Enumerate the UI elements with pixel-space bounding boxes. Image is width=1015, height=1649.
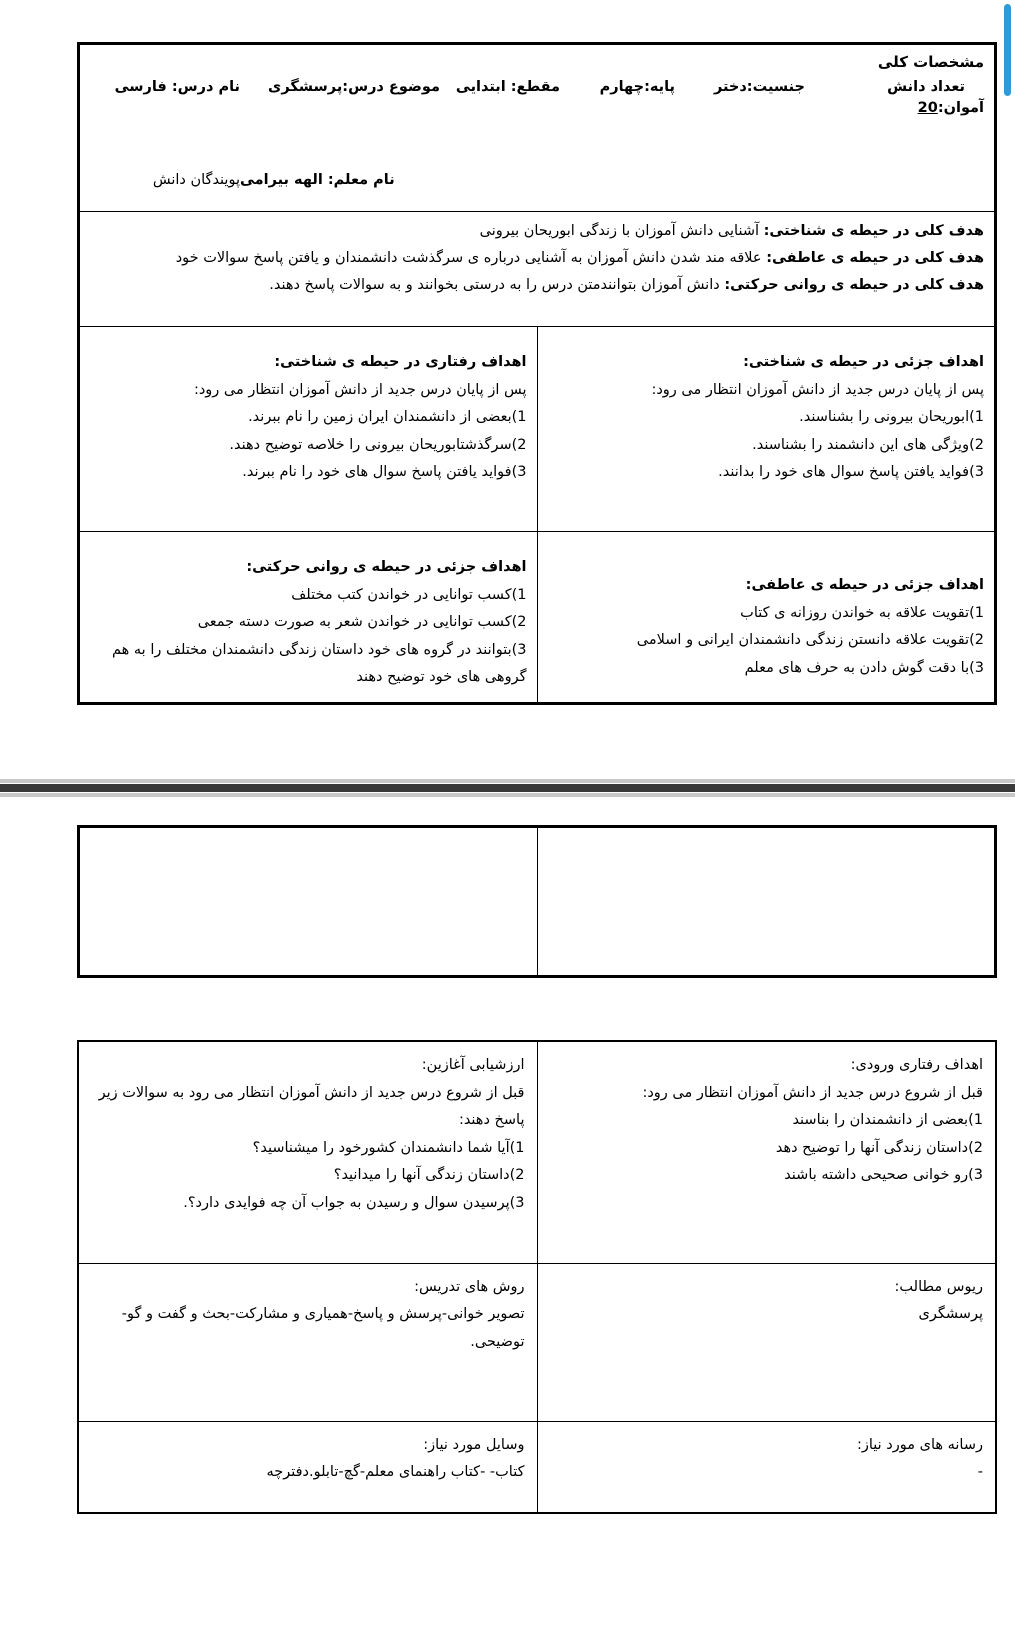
table-row [79, 212, 996, 327]
meta-row-primary [90, 76, 984, 99]
detailed-affective-title: اهداف جزئی در حیطه ی عاطفی: [745, 577, 984, 593]
general-specs-title: مشخصات کلی [877, 53, 984, 71]
equipment-needed-cell [78, 1421, 537, 1513]
page-break-separator [0, 779, 1015, 797]
general-goal-cognitive-text: آشنایی دانش آموزان با زندگی ابوریحان بیرونی [479, 223, 760, 239]
detailed-psychomotor-title: اهداف جزئی در حیطه ی روانی حرکتی: [246, 559, 527, 575]
knowledge-seekers-label: پویندگان دانش [152, 171, 240, 188]
list-item: 3)بتوانند در گروه های خود داستان زندگی دانشمندان مختلف را به هم [112, 641, 527, 658]
student-count-line [90, 97, 984, 120]
teaching-methods-text: تصویر خوانی-پرسش و پاسخ-همیاری و مشارکت-بحث و گفت و گو-توضیحی. [121, 1306, 525, 1350]
general-goal-psychomotor [90, 272, 984, 299]
table-row [79, 327, 996, 532]
lesson-plan-block-one [77, 42, 997, 705]
topics-cell [537, 1263, 996, 1421]
general-goal-affective-label: هدف کلی در حیطه ی عاطفی: [766, 249, 984, 266]
equipment-needed-text: کتاب- -کتاب راهنمای معلم-گچ-تابلو.دفترچه [266, 1464, 525, 1481]
teaching-methods-cell [78, 1263, 537, 1421]
general-goal-cognitive-label: هدف کلی در حیطه ی شناختی: [763, 223, 984, 239]
gender-field: جنسیت:دختر [713, 79, 805, 96]
media-needed-cell [537, 1421, 996, 1513]
list-item: گروهی های خود توضیح دهند [356, 669, 527, 686]
list-item: 1)بعضی از دانشمندان را بناسند [792, 1112, 983, 1129]
student-count-prefix: آموان: [937, 100, 984, 117]
separator-core [0, 784, 1015, 792]
lesson-subject: موضوع درس:پرسشگری [268, 79, 440, 96]
teaching-methods-title: روش های تدریس: [414, 1278, 525, 1295]
list-item: 3)فواید یافتن پاسخ سوال های خود را نام ببرند. [242, 464, 527, 481]
table-row [79, 532, 996, 704]
detailed-affective-cell [537, 532, 996, 704]
media-needed-text: - [977, 1464, 983, 1481]
initial-assessment-intro: قبل از شروع درس جدید از دانش آموزان انتظار می رود به سوالات زیر پاسخ دهند: [98, 1084, 525, 1129]
table-row [78, 1041, 996, 1263]
list-item: 1)کسب توانایی در خواندن کتب مختلف [291, 586, 527, 603]
media-needed-title: رسانه های مورد نیاز: [856, 1436, 983, 1453]
list-item: 3)با دقت گوش دادن به حرف های معلم [744, 659, 984, 676]
entry-and-methods-table [77, 1040, 997, 1514]
general-specs-cell [79, 44, 996, 212]
lesson-plan-block-two [77, 825, 997, 978]
equipment-needed-title: وسایل مورد نیاز: [423, 1436, 525, 1453]
grade-level: پایه:چهارم [599, 79, 675, 96]
entry-behaviors-intro: قبل از شروع درس جدید از دانش آموزان انتظار می رود: [642, 1084, 983, 1101]
separator-edge-top [0, 779, 1015, 783]
table-row [79, 44, 996, 212]
general-goal-psychomotor-label: هدف کلی در حیطه ی روانی حرکتی: [724, 276, 984, 293]
general-goals-cell [79, 212, 996, 327]
student-count-value: 20 [917, 100, 938, 117]
empty-cell-right [79, 827, 538, 977]
general-goal-psychomotor-text: دانش آموزان بتوانندمتن درس را به درستی بخوانند و به سوالات پاسخ دهند. [269, 276, 720, 293]
empty-cell-left [537, 827, 996, 977]
table-row [78, 1263, 996, 1421]
page-scrollbar-thumb[interactable] [1004, 4, 1011, 96]
list-item: 1)تقویت علاقه به خواندن روزانه ی کتاب [740, 604, 984, 621]
behavioral-cognitive-intro: پس از پایان درس جدید از دانش آموزان انتظار می رود: [193, 381, 527, 398]
list-item: 2)سرگذشتابوریحان بیرونی را خلاصه توضیح دهند. [229, 436, 527, 453]
general-goal-affective-text: علاقه مند شدن دانش آموزان به آشنایی درباره ی سرگذشت دانشمندان و یافتن پاسخ سوالات خود [175, 249, 762, 266]
list-item: 1)آیا شما دانشمندان کشورخود را میشناسید؟ [252, 1139, 525, 1156]
general-goal-affective [90, 245, 984, 272]
list-item: 3)پرسیدن سوال و رسیدن به جواب آن چه فوایدی دارد؟. [183, 1194, 525, 1211]
table-row [78, 1421, 996, 1513]
list-item: 2)تقویت علاقه دانستن زندگی دانشمندان ایرانی و اسلامی [636, 632, 984, 649]
behavioral-cognitive-cell [79, 327, 538, 532]
list-item: 1)ابوریحان بیرونی را بشناسند. [799, 409, 984, 426]
entry-behaviors-title: اهداف رفتاری ورودی: [850, 1057, 983, 1073]
teacher-name: نام معلم: الهه بیرامی [240, 171, 395, 188]
empty-table [77, 825, 997, 978]
detailed-psychomotor-cell [79, 532, 538, 704]
general-info-table [77, 42, 997, 705]
behavioral-cognitive-title: اهداف رفتاری در حیطه ی شناختی: [274, 354, 527, 370]
initial-assessment-cell [78, 1041, 537, 1263]
student-count-label: تعداد دانش [887, 79, 965, 96]
initial-assessment-title: ارزشیابی آغازین: [421, 1057, 525, 1073]
lesson-plan-block-three [77, 1040, 997, 1514]
detailed-cognitive-cell [537, 327, 996, 532]
topics-title: ریوس مطالب: [894, 1278, 983, 1295]
detailed-cognitive-title: اهداف جزئی در حیطه ی شناختی: [743, 354, 984, 370]
general-goal-cognitive [90, 218, 984, 245]
topics-text: پرسشگری [918, 1306, 983, 1323]
list-item: 2)ویژگی های این دانشمند را بشناسند. [752, 436, 984, 453]
list-item: 2)داستان زندگی آنها را میدانید؟ [333, 1167, 525, 1184]
school-level: مقطع: ابتدایی [455, 79, 560, 96]
list-item: 1)بعضی از دانشمندان ایران زمین را نام ببرند. [248, 409, 527, 426]
detailed-cognitive-intro: پس از پایان درس جدید از دانش آموزان انتظار می رود: [651, 381, 984, 398]
entry-behaviors-cell [537, 1041, 996, 1263]
meta-row-secondary [90, 169, 984, 192]
list-item: 3)فواید یافتن پاسخ سوال های خود را بدانند. [718, 464, 984, 481]
table-row [79, 827, 996, 977]
lesson-name: نام درس: فارسی [114, 79, 240, 96]
list-item: 2)داستان زندگی آنها را توضیح دهد [775, 1139, 983, 1156]
separator-edge-bottom [0, 793, 1015, 797]
list-item: 2)کسب توانایی در خواندن شعر به صورت دسته جمعی [197, 614, 527, 631]
list-item: 3)رو خوانی صحیحی داشته باشند [784, 1167, 983, 1184]
